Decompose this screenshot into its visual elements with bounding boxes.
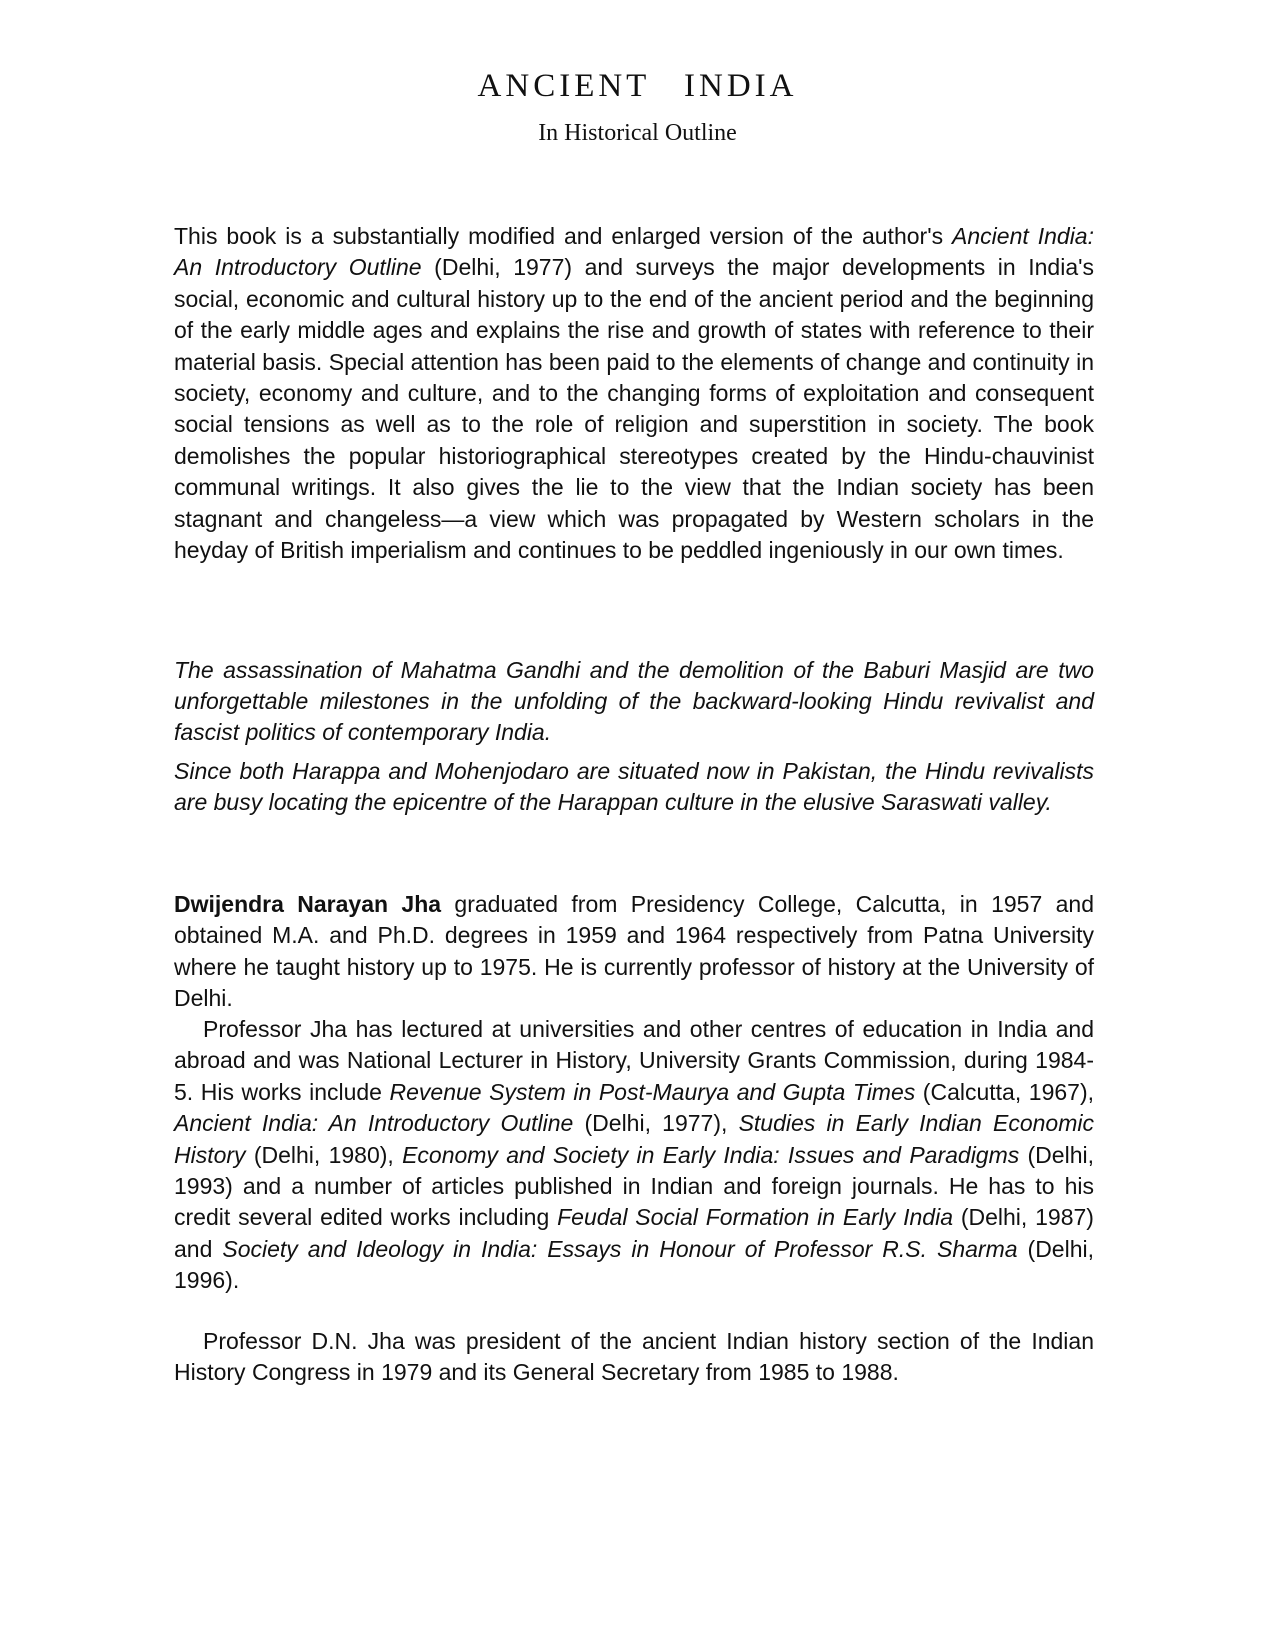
bio-text: Professor Jha has lectured at universities and other centres of education in India and abroad and was National Lecturer in History, University Grants Commission, during 1984-5. His works include	[174, 1016, 1094, 1105]
bio-text: (Delhi, 1977),	[573, 1110, 739, 1137]
work-title: Ancient India: An Introductory Outline	[174, 1110, 574, 1137]
bio-text: (Delhi, 1980),	[245, 1141, 403, 1168]
book-subtitle: In Historical Outline	[538, 120, 737, 146]
book-reference: Ancient India: An Introductory Outline	[174, 223, 1094, 281]
work-title: Feudal Social Formation in Early India	[557, 1204, 953, 1231]
book-blurb	[174, 221, 1094, 566]
bio-text: (Delhi, 1987) and	[174, 1204, 1094, 1262]
quote-paragraph: Since both Harappa and Mohenjodaro are situated now in Pakistan, the Hindu revivalists are busy locating the epicentre of the Harappan culture in the elusive Saraswati valley.	[174, 758, 1094, 815]
author-works	[174, 1014, 1094, 1297]
bio-text: (Calcutta, 1967),	[915, 1078, 1094, 1105]
author-positions: Professor D.N. Jha was president of the ancient Indian history section of the Indian History Congress in 1979 and its General Secretary from 1985 to 1988.	[174, 1328, 1094, 1386]
bio-text: graduated from Presidency College, Calcutta, in 1957 and obtained M.A. and Ph.D. degrees in 1959 and 1964 respectively from Patna University where he taught history up to 1975. He is currently professor of history at the University of Delhi.	[174, 891, 1094, 1012]
book-title: ANCIENT INDIA	[477, 68, 798, 104]
work-title: Revenue System in Post-Maurya and Gupta Times	[389, 1078, 916, 1105]
blurb-text: This book is a substantially modified and enlarged version of the author's	[174, 223, 953, 249]
work-title: Economy and Society in Early India: Issues and Paradigms	[402, 1141, 1020, 1168]
blurb-text: (Delhi, 1977) and surveys the major developments in India's social, economic and cultural history up to the end of the ancient period and the beginning of the early middle ages and explains the rise and growth of states with reference to their material basis. Special attention has been paid to the elements of change and continuity in society, economy and culture, and to the changing forms of exploitation and consequent social tensions as well as to the role of religion and superstition in society. The book demolishes the popular historiographical stereotypes created by the Hindu-chauvinist communal writings. It also gives the lie to the view that the Indian society has been stagnant and changeless—a view which was propagated by Western scholars in the heyday of British imperialism and continues to be peddled ingeniously in our own times.	[174, 254, 1094, 564]
author-bio	[174, 889, 1094, 1015]
work-title: Studies in Early Indian Economic History	[174, 1110, 1094, 1168]
bio-text: (Delhi, 1993) and a number of articles published in Indian and foreign journals. He has to his credit several edited works including	[174, 1141, 1094, 1231]
bio-text: (Delhi, 1996).	[174, 1235, 1094, 1294]
quote-paragraph: The assassination of Mahatma Gandhi and the demolition of the Baburi Masjid are two unforgettable milestones in the unfolding of the backward-looking Hindu revivalist and fascist politics of contemporary India.	[174, 657, 1094, 745]
author-name: Dwijendra Narayan Jha	[174, 891, 442, 917]
work-title: Society and Ideology in India: Essays in Honour of Professor R.S. Sharma	[222, 1235, 1018, 1262]
